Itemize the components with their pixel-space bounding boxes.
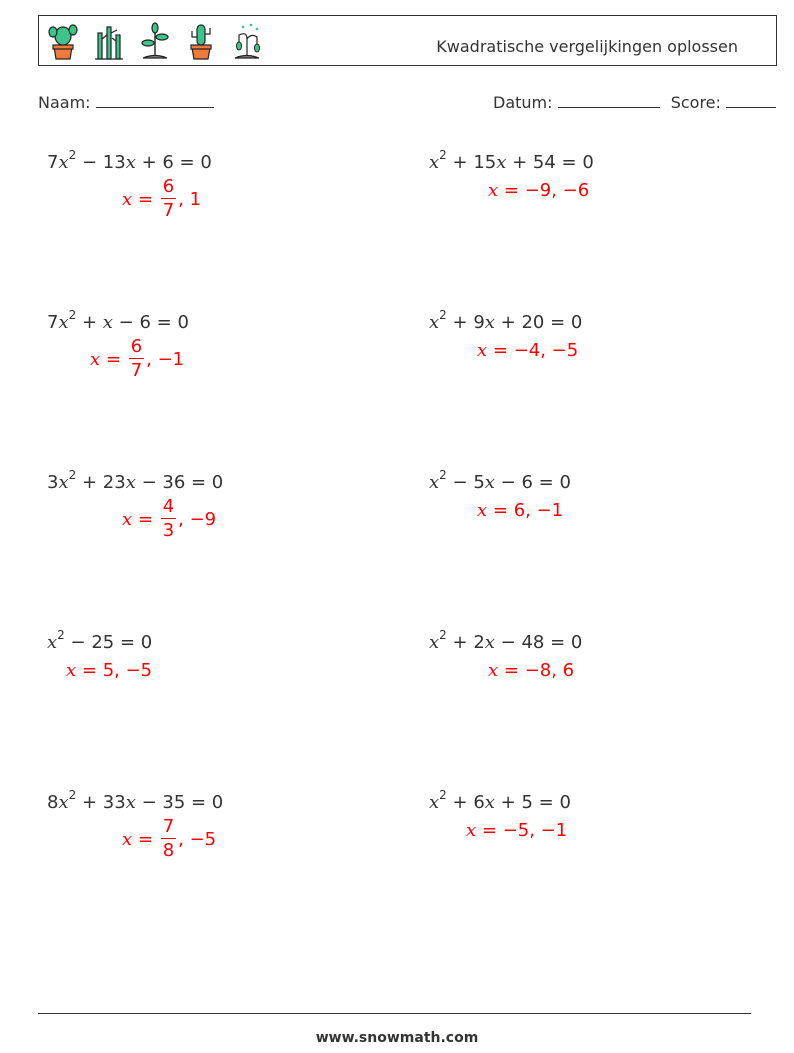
variable: x: [429, 472, 440, 493]
exponent: 2: [439, 468, 447, 482]
answer-variable: x: [466, 820, 477, 841]
cactus-icon: [183, 21, 219, 61]
exponent: 2: [68, 308, 77, 322]
answer-variable: x: [122, 828, 133, 850]
exponent-wrap: [439, 628, 447, 642]
variable: x: [125, 152, 136, 173]
answer-values: , −9: [178, 508, 217, 530]
exponent: 2: [439, 148, 447, 162]
constant-term: − 25 = 0: [64, 632, 153, 653]
answer: [477, 340, 578, 361]
fraction-numerator: 6: [130, 336, 143, 357]
equals-sign: =: [132, 508, 159, 530]
equals-sign: =: [476, 820, 503, 841]
exponent: 2: [57, 628, 65, 642]
equals-sign: =: [76, 660, 103, 681]
fraction: [161, 818, 176, 860]
variable: x: [484, 312, 495, 333]
variable: x: [58, 792, 69, 813]
variable: x: [429, 632, 440, 653]
answer-values: −5, −1: [502, 820, 568, 841]
name-line: [96, 93, 214, 108]
constant-term: − 6 = 0: [494, 472, 571, 493]
variable: x: [125, 472, 136, 493]
name-label: Naam:: [38, 93, 91, 112]
problem-equation: [47, 310, 189, 333]
answer: [488, 180, 589, 201]
answer: [122, 818, 216, 860]
answer-values: , −5: [178, 828, 217, 850]
exponent: 2: [68, 788, 77, 802]
equals-sign: =: [498, 660, 525, 681]
coefficient: 3: [47, 472, 59, 493]
constant-term: − 35 = 0: [135, 792, 224, 813]
answer: [122, 498, 216, 540]
problem-equation: [429, 630, 582, 653]
problem-equation: [47, 790, 223, 813]
worksheet-title: Kwadratische vergelijkingen oplossen: [436, 37, 738, 56]
coefficient: 7: [47, 152, 59, 173]
equals-sign: =: [132, 828, 159, 850]
fraction-denominator: 3: [162, 520, 175, 541]
fraction-numerator: 6: [162, 176, 175, 197]
exponent-wrap: [69, 468, 77, 482]
footer-url: www.snowmath.com: [315, 1030, 479, 1046]
answer: [122, 178, 201, 220]
answer-variable: x: [488, 180, 499, 201]
answer: [66, 660, 152, 681]
score-label: Score:: [670, 93, 721, 112]
exponent: 2: [439, 628, 447, 642]
exponent: 2: [68, 148, 77, 162]
fraction-denominator: 7: [162, 200, 175, 221]
sprout-icon: [137, 21, 173, 61]
variable: x: [484, 792, 495, 813]
bamboo-icon: [91, 21, 127, 61]
score-line: [726, 93, 776, 108]
exponent-wrap: [439, 788, 447, 802]
coefficient: 7: [47, 312, 59, 333]
answer-variable: x: [90, 348, 101, 370]
middle-term: +: [76, 312, 103, 333]
exponent-wrap: [439, 148, 447, 162]
variable: x: [58, 472, 69, 493]
equals-sign: =: [487, 340, 514, 361]
variable: x: [429, 312, 440, 333]
fraction-denominator: 7: [130, 360, 143, 381]
variable: x: [58, 152, 69, 173]
variable: x: [484, 632, 495, 653]
problem-equation: [429, 470, 571, 493]
date-label: Datum:: [493, 93, 553, 112]
answer-values: , 1: [178, 188, 202, 210]
date-score-fields: [493, 93, 776, 112]
equals-sign: =: [498, 180, 525, 201]
equals-sign: =: [132, 188, 159, 210]
exponent-wrap: [57, 628, 65, 642]
problem-equation: [429, 790, 571, 813]
header-box: [38, 15, 777, 66]
answer: [466, 820, 567, 841]
watering-plant-icon: [229, 21, 265, 61]
fraction-denominator: 8: [162, 840, 175, 861]
variable: x: [58, 312, 69, 333]
exponent: 2: [439, 788, 447, 802]
middle-term: + 15: [446, 152, 497, 173]
answer-variable: x: [122, 188, 133, 210]
problem-equation: [429, 310, 582, 333]
variable: x: [125, 792, 136, 813]
answer-variable: x: [122, 508, 133, 530]
constant-term: + 54 = 0: [506, 152, 594, 173]
answer-values: −4, −5: [513, 340, 579, 361]
answer: [90, 338, 184, 380]
problem-equation: [47, 630, 152, 653]
constant-term: + 6 = 0: [135, 152, 212, 173]
answer-variable: x: [66, 660, 77, 681]
equals-sign: =: [487, 500, 514, 521]
exponent-wrap: [439, 308, 447, 322]
variable: x: [47, 632, 58, 653]
answer-values: 5, −5: [102, 660, 153, 681]
problem-equation: [47, 470, 223, 493]
exponent-wrap: [439, 468, 447, 482]
fraction: [161, 178, 176, 220]
exponent: 2: [439, 308, 447, 322]
constant-term: − 48 = 0: [494, 632, 583, 653]
variable: x: [496, 152, 507, 173]
answer-values: , −1: [146, 348, 185, 370]
footer-divider: [38, 1013, 751, 1014]
middle-term: + 2: [446, 632, 485, 653]
header-icons: [45, 21, 265, 61]
constant-term: − 36 = 0: [135, 472, 224, 493]
answer: [477, 500, 563, 521]
constant-term: + 5 = 0: [494, 792, 571, 813]
answer: [488, 660, 574, 681]
variable: x: [484, 472, 495, 493]
cactus-pot-icon: [45, 21, 81, 61]
middle-term: − 13: [76, 152, 126, 173]
equals-sign: =: [100, 348, 127, 370]
middle-term: − 5: [446, 472, 485, 493]
fraction-numerator: 7: [162, 816, 175, 837]
date-line: [558, 93, 660, 108]
constant-term: − 6 = 0: [112, 312, 189, 333]
answer-variable: x: [488, 660, 499, 681]
name-field: [38, 93, 214, 112]
constant-term: + 20 = 0: [494, 312, 583, 333]
problem-equation: [47, 150, 212, 173]
exponent-wrap: [69, 148, 77, 162]
problem-equation: [429, 150, 594, 173]
fraction: [161, 498, 176, 540]
variable: x: [102, 312, 113, 333]
answer-variable: x: [477, 500, 488, 521]
answer-values: 6, −1: [513, 500, 564, 521]
answer-values: −9, −6: [524, 180, 590, 201]
middle-term: + 23: [76, 472, 126, 493]
exponent-wrap: [69, 788, 77, 802]
fraction-numerator: 4: [162, 496, 175, 517]
answer-values: −8, 6: [524, 660, 575, 681]
middle-term: + 6: [446, 792, 485, 813]
middle-term: + 9: [446, 312, 485, 333]
exponent: 2: [68, 468, 77, 482]
exponent-wrap: [69, 308, 77, 322]
variable: x: [429, 152, 440, 173]
variable: x: [429, 792, 440, 813]
coefficient: 8: [47, 792, 59, 813]
answer-variable: x: [477, 340, 488, 361]
middle-term: + 33: [76, 792, 126, 813]
fraction: [129, 338, 144, 380]
